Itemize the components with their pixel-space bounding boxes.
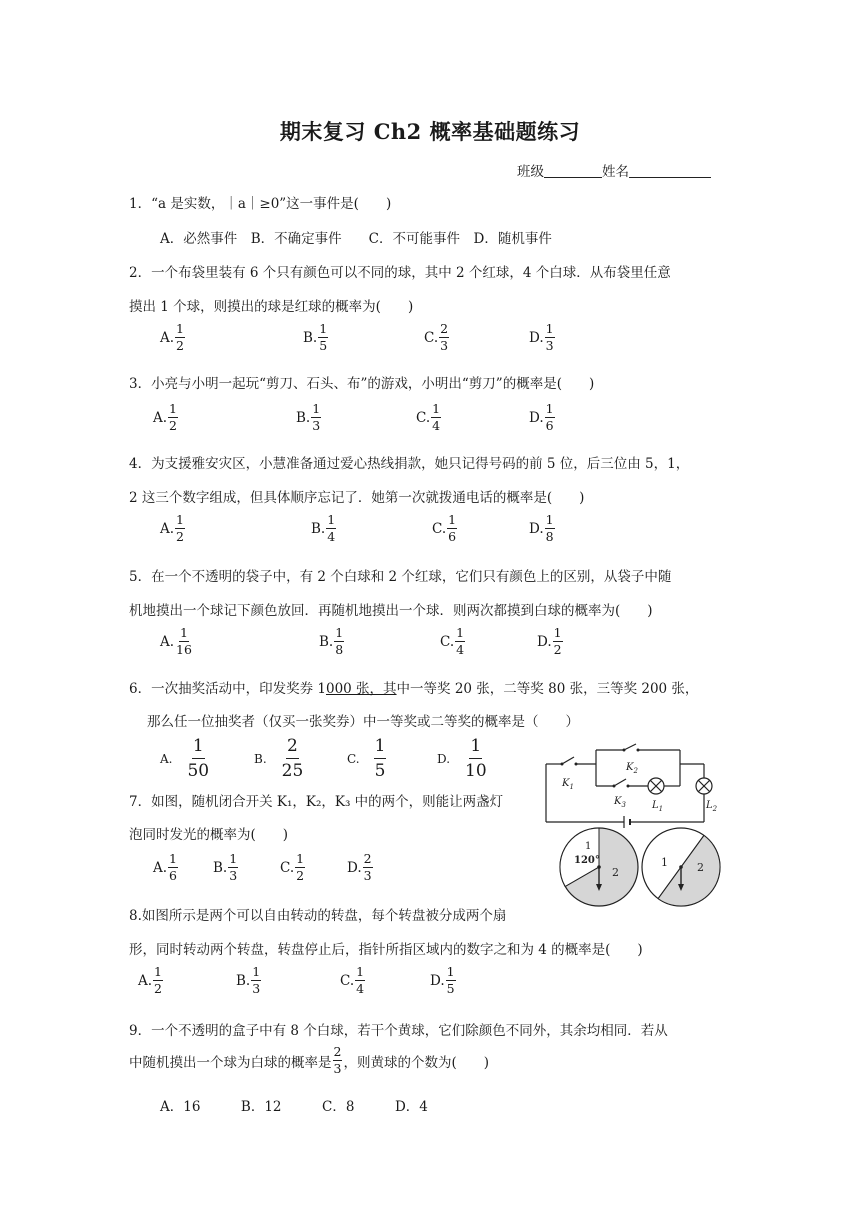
question-1-stem: 1．“a 是实数，｜a｜≥0”这一事件是( ) (129, 196, 392, 212)
question-8-option-c: C. $\frac{1}{4}$ (340, 964, 365, 996)
question-9-stem-line1: 9．一个不透明的盒子中有 8 个白球，若干个黄球，它们除颜色不同外，其余均相同．若从 (129, 1023, 668, 1039)
question-3-stem: 3．小亮与小明一起玩“剪刀、石头、布”的游戏，小明出“剪刀”的概率是( ) (129, 376, 595, 392)
question-4-option-a: A. $\frac{1}{2}$ (160, 512, 184, 544)
spinner-right (642, 828, 720, 906)
question-4-option-b: B. $\frac{1}{4}$ (311, 512, 336, 544)
question-2-stem-line2: 摸出 1 个球，则摸出的球是红球的概率为( ) (129, 299, 414, 315)
question-9-choices: A．16 B．12 C．8 D．4 (160, 1099, 428, 1115)
question-8-option-b: B. $\frac{1}{3}$ (236, 964, 261, 996)
question-7-option-a: A. $\frac{1}{6}$ (153, 851, 177, 883)
spinner-left-sector-1: 1 (585, 841, 592, 852)
label-k1: $K_1$ (562, 778, 574, 791)
question-4-stem-line2: 2 这三个数字组成，但具体顺序忘记了．她第一次就拨通电话的概率是( ) (129, 490, 585, 506)
spinner-left-angle: 120° (574, 855, 600, 866)
question-1-choices: A．必然事件 B．不确定事件 C．不可能事件 D．随机事件 (160, 231, 552, 247)
question-2-option-d: D. $\frac{1}{3}$ (529, 321, 554, 353)
question-6-option-b: B. $\frac{2}{25}$ (254, 736, 304, 781)
label-l2: $L_2$ (706, 800, 718, 813)
spinner-right-sector-1: 1 (661, 856, 668, 869)
question-8-stem-line2: 形，同时转动两个转盘，转盘停止后，指针所指区域内的数字之和为 4 的概率是( ) (129, 942, 643, 958)
question-2-option-b: B. $\frac{1}{5}$ (303, 321, 328, 353)
question-5-stem-line2: 机地摸出一个球记下颜色放回．再随机地摸出一个球．则两次都摸到白球的概率为( ) (129, 603, 653, 619)
question-5-option-c: C. $\frac{1}{4}$ (440, 625, 465, 657)
question-6-stem-line2: 那么任一位抽奖者（仅买一张奖券）中一等奖或二等奖的概率是（ ） (147, 714, 579, 730)
question-8-option-a: A. $\frac{1}{2}$ (138, 964, 162, 996)
switch-k1 (562, 757, 574, 764)
question-6-option-c: C. $\frac{1}{5}$ (347, 736, 386, 781)
question-4-option-c: C. $\frac{1}{6}$ (432, 512, 457, 544)
question-6-option-d: D. $\frac{1}{10}$ (437, 736, 487, 781)
question-3-option-b: B. $\frac{1}{3}$ (296, 401, 321, 433)
question-7-stem-line1: 7．如图，随机闭合开关 K₁，K₂，K₃ 中的两个，则能让两盏灯 (129, 794, 504, 810)
question-8-stem-line1: 8.如图所示是两个可以自由转动的转盘，每个转盘被分成两个扇 (129, 908, 507, 924)
switch-k3 (614, 779, 626, 786)
question-5-option-a: A. $\frac{1}{16}$ (160, 625, 192, 657)
spinner-left-sector-2: 2 (612, 866, 619, 879)
question-7-option-c: C. $\frac{1}{2}$ (280, 851, 305, 883)
question-6-stem-line1: 6．一次抽奖活动中，印发奖券 1000 张，其中一等奖 20 张，二等奖 80 张，三等奖 200 张， (129, 681, 699, 697)
class-label: 班级 (517, 164, 544, 180)
page-title: 期末复习 Ch2 概率基础题练习 (279, 119, 581, 144)
question-2-stem-line1: 2．一个布袋里装有 6 个只有颜色可以不同的球，其中 2 个红球，4 个白球．从布袋里任意 (129, 265, 671, 281)
question-4-stem-line1: 4．为支援雅安灾区，小慧准备通过爱心热线捐款，她只记得号码的前 5 位，后三位由 5，1， (129, 456, 690, 472)
question-6-option-a: A. $\frac{1}{50}$ (160, 736, 210, 781)
question-2-option-c: C. $\frac{2}{3}$ (424, 321, 449, 353)
question-5-stem-line1: 5．在一个不透明的袋子中，有 2 个白球和 2 个红球，它们只有颜色上的区别，从袋子中随 (129, 569, 672, 585)
circuit-diagram (540, 742, 725, 832)
question-7-option-b: B. $\frac{1}{3}$ (213, 851, 238, 883)
student-info-line (517, 160, 711, 180)
question-4-option-d: D. $\frac{1}{8}$ (529, 512, 554, 544)
label-k3: $K_3$ (614, 796, 626, 809)
label-k2: $K_2$ (626, 762, 638, 775)
question-7-stem-line2: 泡同时发光的概率为( ) (129, 827, 289, 843)
question-2-option-a: A. $\frac{1}{2}$ (160, 321, 184, 353)
question-3-option-c: C. $\frac{1}{4}$ (416, 401, 441, 433)
question-5-option-b: B. $\frac{1}{8}$ (319, 625, 344, 657)
label-l1: $L_1$ (652, 800, 664, 813)
switch-k2 (624, 744, 636, 750)
question-5-option-d: D. $\frac{1}{2}$ (537, 625, 562, 657)
question-3-option-a: A. $\frac{1}{2}$ (153, 401, 177, 433)
spinner-diagrams (552, 826, 728, 908)
name-label: 姓名 (602, 164, 629, 180)
class-blank (544, 163, 602, 178)
spinner-left (560, 828, 638, 906)
question-9-stem-line2: 中随机摸出一个球为白球的概率是 $\frac{2}{3}$ ，则黄球的个数为( ) (129, 1044, 489, 1076)
question-3-option-d: D. $\frac{1}{6}$ (529, 401, 554, 433)
spinner-right-sector-2: 2 (697, 861, 704, 874)
question-7-option-d: D. $\frac{2}{3}$ (347, 851, 372, 883)
name-blank (629, 163, 711, 178)
question-8-option-d: D. $\frac{1}{5}$ (430, 964, 455, 996)
